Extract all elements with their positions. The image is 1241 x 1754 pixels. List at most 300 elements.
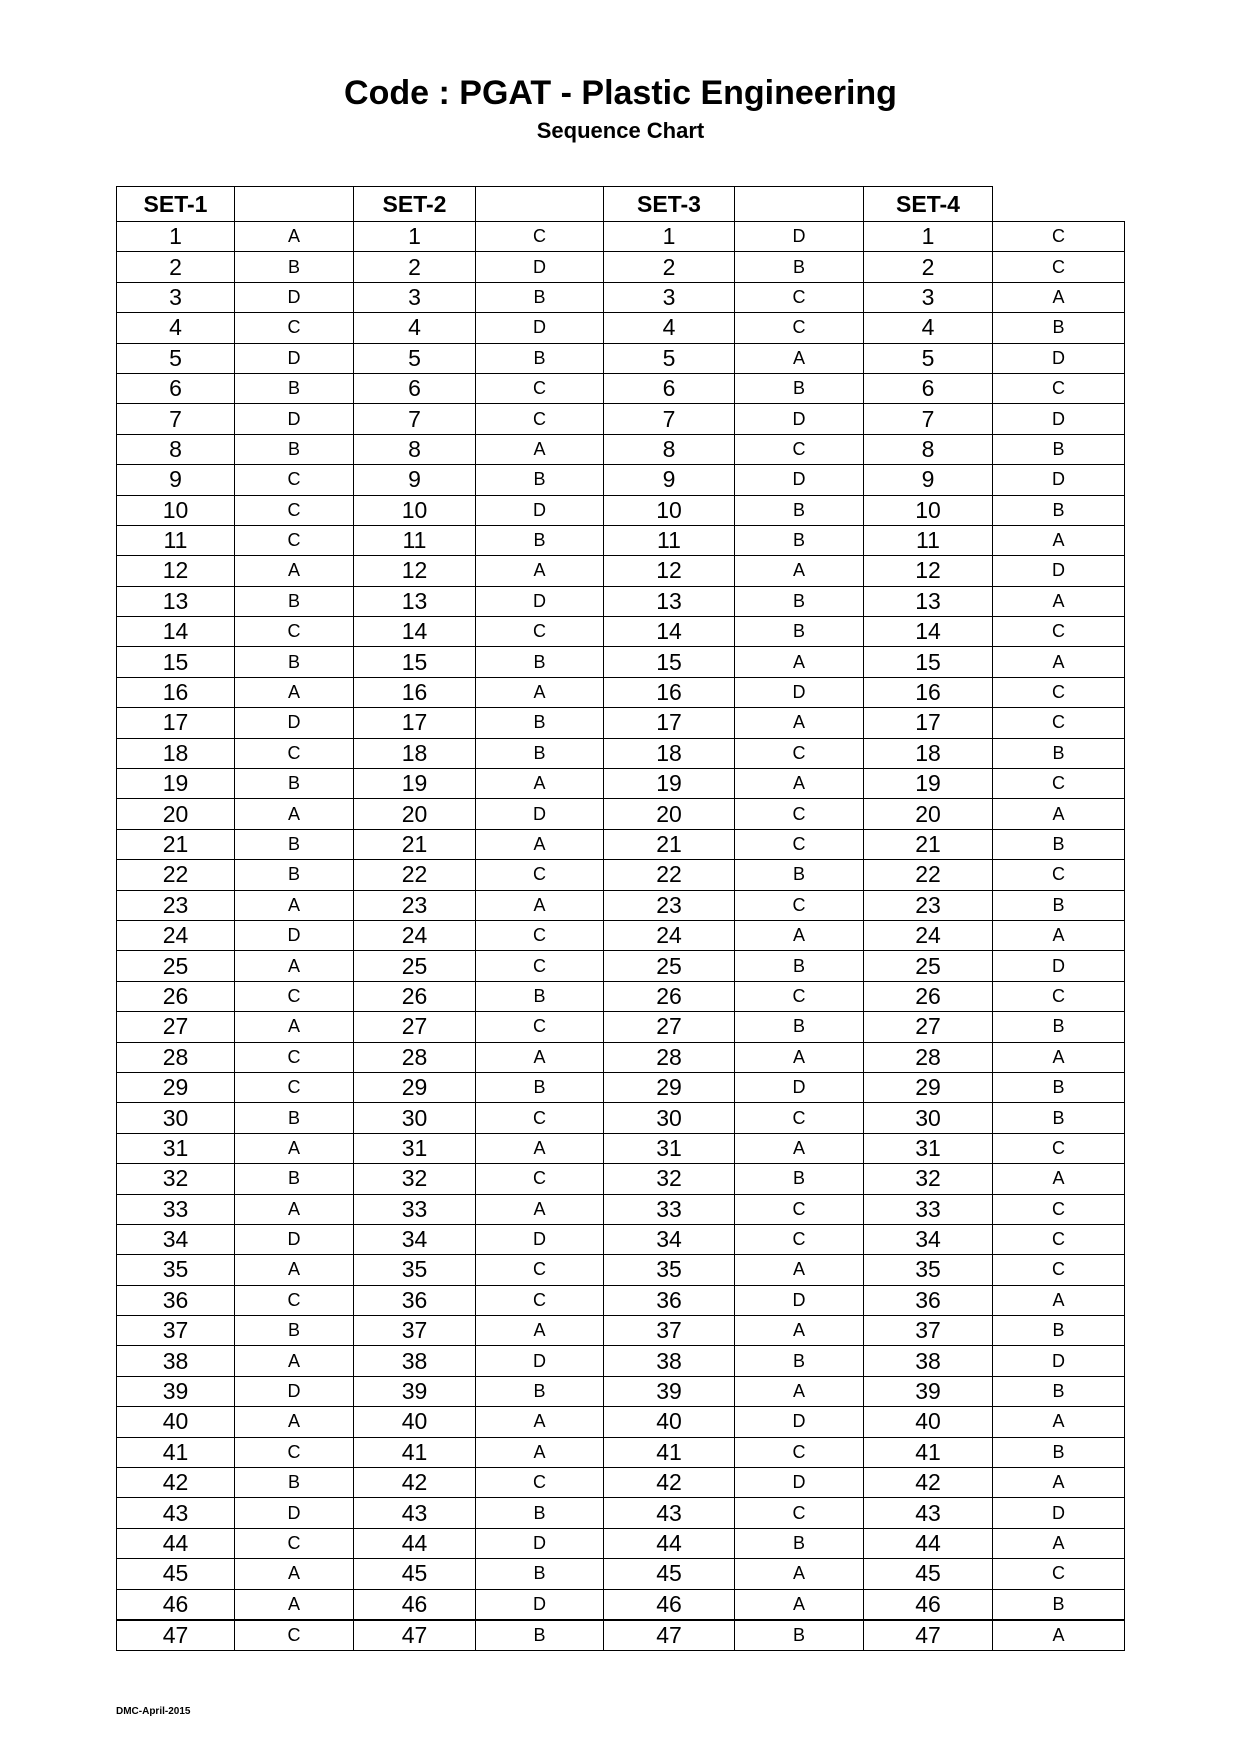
answer-cell: B <box>993 1589 1125 1620</box>
table-row <box>117 222 1125 252</box>
question-number: 30 <box>864 1103 993 1133</box>
answer-cell: C <box>476 1103 604 1133</box>
question-number: 1 <box>354 222 476 252</box>
answer-cell: B <box>476 1498 604 1528</box>
page-subtitle: Sequence Chart <box>536 118 705 143</box>
answer-cell: A <box>235 1012 354 1042</box>
answer-cell: A <box>993 799 1125 829</box>
answer-cell: A <box>235 951 354 981</box>
answer-cell: D <box>993 1346 1125 1376</box>
answer-cell: D <box>235 1376 354 1406</box>
answer-cell: A <box>735 708 864 738</box>
question-number: 14 <box>864 617 993 647</box>
answer-cell: B <box>993 495 1125 525</box>
answer-cell: B <box>235 829 354 859</box>
answer-cell: C <box>993 1133 1125 1163</box>
answer-cell: C <box>476 860 604 890</box>
answer-cell: C <box>993 708 1125 738</box>
question-number: 45 <box>354 1559 476 1589</box>
answer-cell: D <box>993 1498 1125 1528</box>
question-number: 47 <box>117 1620 235 1651</box>
answer-cell: D <box>993 951 1125 981</box>
set-2-header: SET-2 <box>354 187 476 222</box>
answer-cell: A <box>476 1437 604 1467</box>
question-number: 29 <box>117 1072 235 1102</box>
answer-cell: A <box>235 890 354 920</box>
answer-cell: C <box>476 1468 604 1498</box>
question-number: 27 <box>354 1012 476 1042</box>
answer-cell: C <box>735 282 864 312</box>
question-number: 2 <box>117 252 235 282</box>
question-number: 28 <box>604 1042 735 1072</box>
question-number: 46 <box>354 1589 476 1620</box>
answer-cell: D <box>476 313 604 343</box>
answer-cell: A <box>735 1589 864 1620</box>
question-number: 20 <box>117 799 235 829</box>
table-row <box>117 920 1125 950</box>
question-number: 4 <box>117 313 235 343</box>
answer-cell: A <box>993 1468 1125 1498</box>
answer-cell: C <box>735 1437 864 1467</box>
table-row <box>117 1589 1125 1620</box>
question-number: 35 <box>864 1255 993 1285</box>
table-row <box>117 1407 1125 1437</box>
answer-cell: A <box>235 556 354 586</box>
question-number: 12 <box>354 556 476 586</box>
question-number: 4 <box>604 313 735 343</box>
answer-cell: B <box>735 1164 864 1194</box>
table-row <box>117 951 1125 981</box>
answer-cell: A <box>735 1376 864 1406</box>
question-number: 42 <box>864 1468 993 1498</box>
answer-cell: D <box>476 586 604 616</box>
question-number: 18 <box>604 738 735 768</box>
question-number: 30 <box>117 1103 235 1133</box>
answer-cell: B <box>735 951 864 981</box>
table-row <box>117 1528 1125 1558</box>
question-number: 46 <box>604 1589 735 1620</box>
question-number: 19 <box>117 769 235 799</box>
answer-cell: C <box>476 1012 604 1042</box>
answer-cell: C <box>235 1285 354 1315</box>
question-number: 36 <box>604 1285 735 1315</box>
answer-cell: C <box>476 920 604 950</box>
answer-cell: C <box>235 1072 354 1102</box>
question-number: 47 <box>354 1620 476 1651</box>
table-row <box>117 525 1125 555</box>
answer-cell: D <box>735 1285 864 1315</box>
question-number: 24 <box>604 920 735 950</box>
answer-cell: A <box>993 282 1125 312</box>
question-number: 26 <box>864 981 993 1011</box>
question-number: 45 <box>604 1559 735 1589</box>
answer-cell: D <box>735 1072 864 1102</box>
question-number: 40 <box>354 1407 476 1437</box>
question-number: 20 <box>354 799 476 829</box>
question-number: 13 <box>354 586 476 616</box>
question-number: 13 <box>864 586 993 616</box>
question-number: 9 <box>864 465 993 495</box>
answer-cell: A <box>235 222 354 252</box>
table-row <box>117 252 1125 282</box>
table-row <box>117 404 1125 434</box>
answer-cell: B <box>476 343 604 373</box>
question-number: 13 <box>117 586 235 616</box>
question-number: 21 <box>354 829 476 859</box>
set-1-answer-header <box>235 187 354 222</box>
answer-cell: B <box>476 647 604 677</box>
table-row <box>117 769 1125 799</box>
answer-cell: B <box>735 586 864 616</box>
question-number: 32 <box>354 1164 476 1194</box>
question-number: 10 <box>354 495 476 525</box>
answer-cell: B <box>993 1072 1125 1102</box>
question-number: 7 <box>117 404 235 434</box>
answer-cell: D <box>235 404 354 434</box>
table-row <box>117 1620 1125 1651</box>
question-number: 3 <box>604 282 735 312</box>
question-number: 7 <box>604 404 735 434</box>
answer-cell: A <box>476 1316 604 1346</box>
answer-cell: B <box>993 890 1125 920</box>
answer-cell: B <box>735 1012 864 1042</box>
question-number: 44 <box>117 1528 235 1558</box>
question-number: 44 <box>864 1528 993 1558</box>
answer-cell: D <box>476 1224 604 1254</box>
answer-cell: B <box>476 1376 604 1406</box>
answer-cell: C <box>993 981 1125 1011</box>
answer-cell: B <box>235 860 354 890</box>
answer-cell: A <box>235 677 354 707</box>
table-row <box>117 981 1125 1011</box>
answer-cell: B <box>476 282 604 312</box>
table-row <box>117 1072 1125 1102</box>
question-number: 17 <box>354 708 476 738</box>
question-number: 39 <box>354 1376 476 1406</box>
answer-cell: A <box>993 1164 1125 1194</box>
answer-cell: C <box>735 313 864 343</box>
answer-cell: C <box>476 404 604 434</box>
question-number: 37 <box>604 1316 735 1346</box>
table-row <box>117 434 1125 464</box>
answer-cell: B <box>735 373 864 403</box>
question-number: 5 <box>354 343 476 373</box>
question-number: 21 <box>604 829 735 859</box>
question-number: 46 <box>864 1589 993 1620</box>
answer-cell: A <box>735 647 864 677</box>
answer-cell: C <box>235 465 354 495</box>
question-number: 22 <box>354 860 476 890</box>
question-number: 16 <box>864 677 993 707</box>
question-number: 15 <box>354 647 476 677</box>
page-title: Code : PGAT - Plastic Engineering <box>344 74 897 112</box>
table-row <box>117 1194 1125 1224</box>
answer-cell: A <box>993 1042 1125 1072</box>
answer-cell: D <box>993 556 1125 586</box>
question-number: 9 <box>117 465 235 495</box>
question-number: 10 <box>604 495 735 525</box>
answer-cell: C <box>993 860 1125 890</box>
question-number: 6 <box>354 373 476 403</box>
question-number: 11 <box>117 525 235 555</box>
question-number: 3 <box>117 282 235 312</box>
question-number: 16 <box>354 677 476 707</box>
table-row <box>117 1376 1125 1406</box>
answer-cell: A <box>235 1407 354 1437</box>
table-row <box>117 1012 1125 1042</box>
answer-cell: C <box>735 829 864 859</box>
answer-cell: A <box>993 1285 1125 1315</box>
question-number: 45 <box>864 1559 993 1589</box>
answer-cell: C <box>993 1224 1125 1254</box>
answer-cell: D <box>476 1528 604 1558</box>
question-number: 15 <box>117 647 235 677</box>
question-number: 47 <box>604 1620 735 1651</box>
answer-cell: A <box>476 1133 604 1163</box>
answer-cell: A <box>993 586 1125 616</box>
answer-cell: D <box>235 920 354 950</box>
question-number: 3 <box>354 282 476 312</box>
question-number: 43 <box>864 1498 993 1528</box>
answer-cell: B <box>235 769 354 799</box>
answer-cell: A <box>993 1620 1125 1651</box>
answer-cell: B <box>476 1620 604 1651</box>
answer-cell: D <box>476 252 604 282</box>
question-number: 38 <box>604 1346 735 1376</box>
answer-cell: C <box>735 799 864 829</box>
question-number: 4 <box>354 313 476 343</box>
question-number: 22 <box>117 860 235 890</box>
answer-cell: B <box>476 1072 604 1102</box>
table-row <box>117 617 1125 647</box>
question-number: 5 <box>864 343 993 373</box>
answer-cell: A <box>993 920 1125 950</box>
answer-cell: D <box>235 708 354 738</box>
table-row <box>117 647 1125 677</box>
answer-cell: B <box>235 434 354 464</box>
question-number: 40 <box>864 1407 993 1437</box>
answer-cell: B <box>993 434 1125 464</box>
table-row <box>117 1103 1125 1133</box>
table-header-row <box>117 187 1125 222</box>
answer-cell: B <box>993 1437 1125 1467</box>
answer-cell: A <box>476 556 604 586</box>
question-number: 35 <box>604 1255 735 1285</box>
question-number: 37 <box>864 1316 993 1346</box>
question-number: 10 <box>117 495 235 525</box>
answer-cell: B <box>476 1559 604 1589</box>
answer-cell: B <box>235 1468 354 1498</box>
question-number: 5 <box>117 343 235 373</box>
answer-cell: D <box>235 1498 354 1528</box>
answer-cell: B <box>993 1103 1125 1133</box>
answer-cell: B <box>735 1346 864 1376</box>
question-number: 44 <box>604 1528 735 1558</box>
answer-cell: C <box>235 1042 354 1072</box>
answer-cell: C <box>476 951 604 981</box>
answer-cell: C <box>476 1164 604 1194</box>
question-number: 40 <box>117 1407 235 1437</box>
answer-cell: B <box>993 738 1125 768</box>
question-number: 20 <box>604 799 735 829</box>
answer-cell: D <box>735 465 864 495</box>
question-number: 31 <box>604 1133 735 1163</box>
answer-cell: B <box>993 829 1125 859</box>
answer-cell: C <box>235 617 354 647</box>
question-number: 33 <box>864 1194 993 1224</box>
answer-cell: D <box>235 343 354 373</box>
table-row <box>117 1164 1125 1194</box>
answer-cell: C <box>735 1498 864 1528</box>
answer-cell: B <box>235 1103 354 1133</box>
question-number: 1 <box>604 222 735 252</box>
question-number: 28 <box>354 1042 476 1072</box>
question-number: 8 <box>864 434 993 464</box>
question-number: 25 <box>354 951 476 981</box>
answer-cell: D <box>993 404 1125 434</box>
question-number: 33 <box>604 1194 735 1224</box>
question-number: 19 <box>604 769 735 799</box>
answer-cell: C <box>476 1255 604 1285</box>
question-number: 39 <box>117 1376 235 1406</box>
question-number: 35 <box>354 1255 476 1285</box>
table-row <box>117 1316 1125 1346</box>
answer-cell: A <box>735 920 864 950</box>
question-number: 33 <box>354 1194 476 1224</box>
answer-cell: A <box>235 1589 354 1620</box>
answer-cell: C <box>235 1528 354 1558</box>
question-number: 42 <box>117 1468 235 1498</box>
question-number: 18 <box>117 738 235 768</box>
question-number: 22 <box>604 860 735 890</box>
question-number: 23 <box>117 890 235 920</box>
question-number: 41 <box>604 1437 735 1467</box>
answer-cell: C <box>993 1559 1125 1589</box>
question-number: 18 <box>354 738 476 768</box>
answer-cell: B <box>735 860 864 890</box>
question-number: 38 <box>354 1346 476 1376</box>
question-number: 23 <box>354 890 476 920</box>
question-number: 44 <box>354 1528 476 1558</box>
question-number: 21 <box>117 829 235 859</box>
question-number: 38 <box>117 1346 235 1376</box>
answer-cell: A <box>735 1133 864 1163</box>
answer-cell: B <box>235 1316 354 1346</box>
answer-cell: C <box>993 1255 1125 1285</box>
answer-cell: C <box>993 617 1125 647</box>
answer-cell: D <box>735 677 864 707</box>
table-row <box>117 495 1125 525</box>
answer-cell: D <box>735 404 864 434</box>
question-number: 31 <box>864 1133 993 1163</box>
question-number: 12 <box>604 556 735 586</box>
set-3-answer-header <box>735 187 864 222</box>
question-number: 25 <box>117 951 235 981</box>
answer-cell: A <box>735 1559 864 1589</box>
question-number: 43 <box>354 1498 476 1528</box>
question-number: 37 <box>117 1316 235 1346</box>
question-number: 11 <box>864 525 993 555</box>
table-row <box>117 860 1125 890</box>
answer-cell: C <box>735 1194 864 1224</box>
answer-cell: C <box>735 738 864 768</box>
question-number: 45 <box>117 1559 235 1589</box>
answer-cell: A <box>735 1255 864 1285</box>
question-number: 11 <box>604 525 735 555</box>
answer-cell: A <box>476 769 604 799</box>
question-number: 31 <box>354 1133 476 1163</box>
question-number: 12 <box>117 556 235 586</box>
question-number: 14 <box>604 617 735 647</box>
answer-cell: A <box>735 556 864 586</box>
question-number: 24 <box>864 920 993 950</box>
question-number: 27 <box>117 1012 235 1042</box>
question-number: 2 <box>604 252 735 282</box>
answer-cell: B <box>476 525 604 555</box>
answer-cell: C <box>235 1620 354 1651</box>
question-number: 30 <box>604 1103 735 1133</box>
answer-cell: A <box>476 829 604 859</box>
question-number: 3 <box>864 282 993 312</box>
question-number: 32 <box>604 1164 735 1194</box>
question-number: 1 <box>864 222 993 252</box>
question-number: 27 <box>604 1012 735 1042</box>
question-number: 5 <box>604 343 735 373</box>
set-1-header: SET-1 <box>117 187 235 222</box>
question-number: 1 <box>117 222 235 252</box>
answer-cell: D <box>735 1407 864 1437</box>
question-number: 10 <box>864 495 993 525</box>
answer-cell: A <box>735 1042 864 1072</box>
question-number: 28 <box>117 1042 235 1072</box>
answer-cell: B <box>735 617 864 647</box>
answer-cell: B <box>476 708 604 738</box>
answer-cell: C <box>993 769 1125 799</box>
answer-cell: C <box>235 495 354 525</box>
answer-cell: C <box>476 1285 604 1315</box>
question-number: 6 <box>864 373 993 403</box>
answer-cell: A <box>235 1255 354 1285</box>
question-number: 36 <box>864 1285 993 1315</box>
answer-cell: A <box>993 647 1125 677</box>
answer-cell: C <box>476 222 604 252</box>
answer-cell: B <box>735 1620 864 1651</box>
question-number: 18 <box>864 738 993 768</box>
question-number: 36 <box>117 1285 235 1315</box>
question-number: 17 <box>604 708 735 738</box>
table-row <box>117 1498 1125 1528</box>
question-number: 16 <box>604 677 735 707</box>
question-number: 9 <box>604 465 735 495</box>
answer-cell: A <box>993 1528 1125 1558</box>
question-number: 47 <box>864 1620 993 1651</box>
question-number: 4 <box>864 313 993 343</box>
table-row <box>117 677 1125 707</box>
answer-cell: B <box>235 373 354 403</box>
answer-rows <box>117 222 1125 1651</box>
answer-cell: D <box>476 495 604 525</box>
question-number: 25 <box>604 951 735 981</box>
question-number: 15 <box>604 647 735 677</box>
answer-cell: A <box>476 677 604 707</box>
question-number: 46 <box>117 1589 235 1620</box>
question-number: 8 <box>117 434 235 464</box>
table-row <box>117 343 1125 373</box>
table-row <box>117 1559 1125 1589</box>
table-row <box>117 556 1125 586</box>
answer-cell: B <box>235 252 354 282</box>
question-number: 19 <box>864 769 993 799</box>
